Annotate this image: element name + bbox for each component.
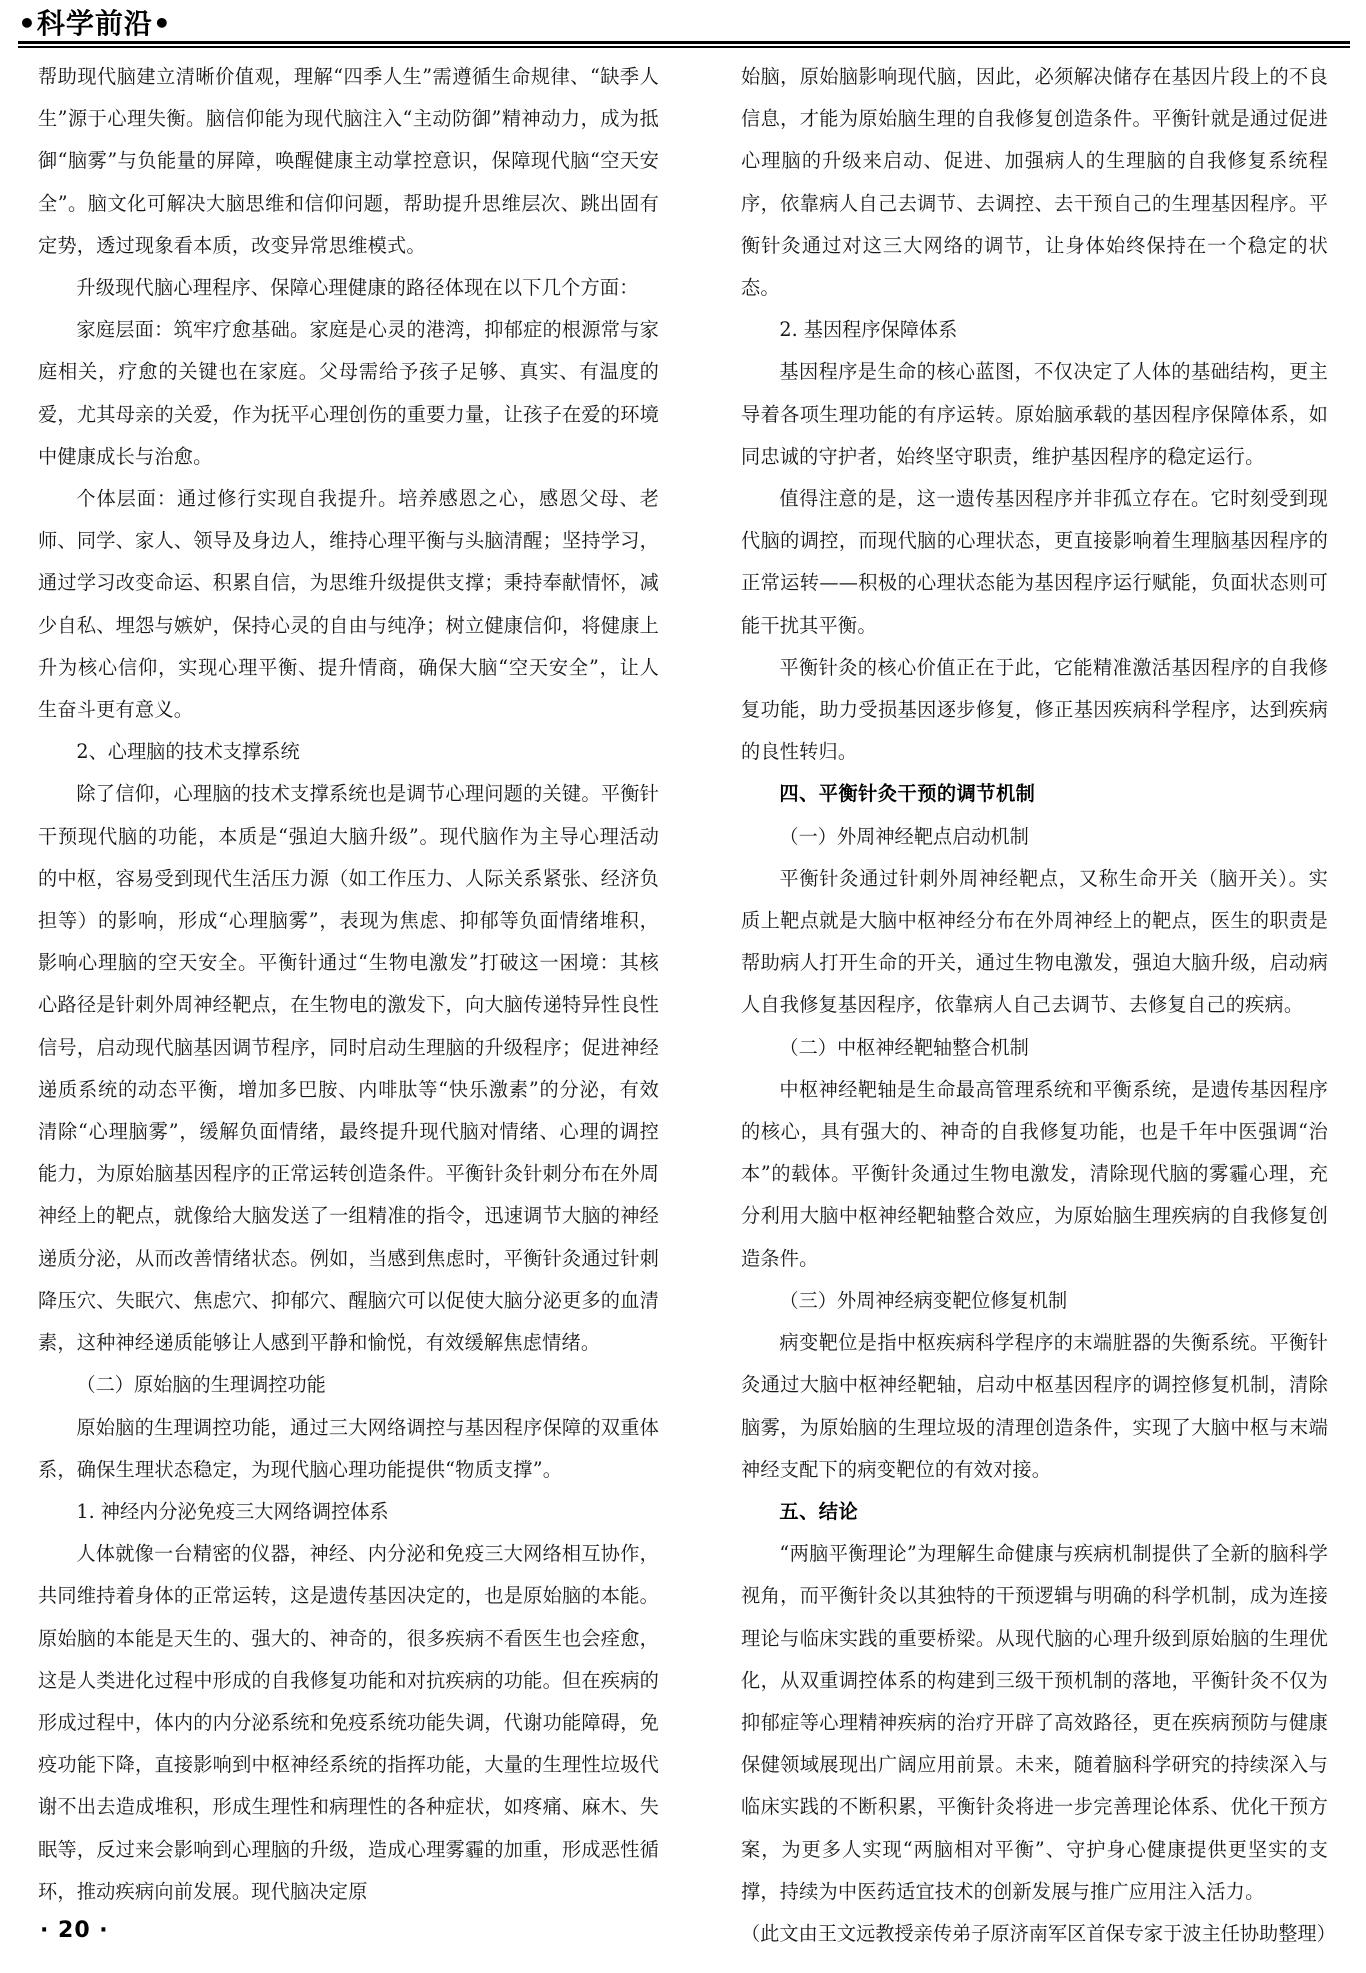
- section-heading: 四、平衡针灸干预的调节机制: [779, 782, 1036, 806]
- paragraph: 原始脑的生理调控功能，通过三大网络调控与基因程序保障的双重体系，确保生理状态稳定，为现代脑心理功能提供“物质支撑”。: [38, 1415, 659, 1481]
- paragraph: 平衡针灸通过针刺外周神经靶点，又称生命开关（脑开关）。实质上靶点就是大脑中枢神经分布在外周神经上的靶点，医生的职责是帮助病人打开生命的开关，通过生物电激发，强迫大脑升级，启动病人自我修复基因程序，依靠病人自己去调节、去修复自己的疾病。: [741, 866, 1328, 1017]
- section-heading: 五、结论: [779, 1499, 859, 1523]
- page-footer: [40, 1913, 340, 1947]
- paragraph: 值得注意的是，这一遗传基因程序并非孤立存在。它时刻受到现代脑的调控，而现代脑的心理状态，更直接影响着生理脑基因程序的正常运转——积极的心理状态能为基因程序运行赋能，负面状态则可能干扰其平衡。: [741, 487, 1328, 637]
- paragraph: 病变靶位是指中枢疾病科学程序的末端脏器的失衡系统。平衡针灸通过大脑中枢神经靶轴，启动中枢基因程序的调控修复机制，清除脑雾，为原始脑的生理垃圾的清理创造条件，实现了大脑中枢与末端神经支配下的病变靶位的有效对接。: [741, 1331, 1328, 1481]
- subheading: 2、心理脑的技术支撑系统: [76, 740, 300, 764]
- attribution-note: （此文由王文远教授亲传弟子原济南军区首保专家于波主任协助整理）: [741, 1921, 1336, 1945]
- rule-thin: [18, 46, 1350, 48]
- paragraph-continued: 始脑，原始脑影响现代脑，因此，必须解决储存在基因片段上的不良信息，才能为原始脑生理的自我修复创造条件。平衡针就是通过促进心理脑的升级来启动、促进、加强病人的生理脑的自我修复系统程序，依靠病人自己去调节、去调控、去干预自己的生理基因程序。平衡针灸通过对这三大网络的调节，让身体始终保持在一个稳定的状态。: [741, 65, 1328, 300]
- paragraph: “两脑平衡理论”为理解生命健康与疾病机制提供了全新的脑科学视角，而平衡针灸以其独特的干预逻辑与明确的科学机制，成为连接理论与临床实践的重要桥梁。从现代脑的心理升级到原始脑的生理优化，从双重调控体系的构建到三级干预机制的落地，平衡针灸不仅为抑郁症等心理精神疾病的治疗开辟了高效路径，更在疾病预防与健康保健领域展现出广阔应用前景。未来，随着脑科学研究的持续深入与临床实践的不断积累，平衡针灸将进一步完善理论体系、优化干预方案，为更多人实现“两脑相对平衡”、守护身心健康提供更坚实的支撑，持续为中医药适宜技术的创新发展与推广应用注入活力。: [741, 1542, 1328, 1903]
- subheading: （二）原始脑的生理调控功能: [76, 1373, 326, 1397]
- paragraph: 除了信仰，心理脑的技术支撑系统也是调节心理问题的关键。平衡针干预现代脑的功能，本质是“强迫大脑升级”。现代脑作为主导心理活动的中枢，容易受到现代生活压力源（如工作压力、人际关系紧张、经济负担等）的影响，形成“心理脑雾”，表现为焦虑、抑郁等负面情绪堆积，影响心理脑的空天安全。平衡针通过“生物电激发”打破这一困境：其核心路径是针刺外周神经靶点，在生物电的激发下，向大脑传递特异性良性信号，启动现代脑基因调节程序，同时启动生理脑的升级程序；促进神经递质系统的动态平衡，增加多巴胺、内啡肽等“快乐激素”的分泌，有效清除“心理脑雾”，缓解负面情绪，最终提升现代脑对情绪、心理的调控能力，为原始脑基因程序的正常运转创造条件。平衡针灸针刺分布在外周神经上的靶点，就像给大脑发送了一组精准的指令，迅速调节大脑的神经递质分泌，从而改善情绪状态。例如，当感到焦虑时，平衡针灸通过针刺降压穴、失眠穴、焦虑穴、抑郁穴、醒脑穴可以促使大脑分泌更多的血清素，这种神经递质能够让人感到平静和愉悦，有效缓解焦虑情绪。: [38, 782, 659, 1355]
- subheading: （一）外周神经靶点启动机制: [779, 824, 1029, 848]
- paragraph-continued: 帮助现代脑建立清晰价值观，理解“四季人生”需遵循生命规律、“缺季人生”源于心理失衡。脑信仰能为现代脑注入“主动防御”精神动力，成为抵御“脑雾”与负能量的屏障，唤醒健康主动掌控意识，保障现代脑“空天安全”。脑文化可解决大脑思维和信仰问题，帮助提升思维层次、跳出固有定势，透过现象看本质，改变异常思维模式。: [38, 65, 659, 257]
- subheading: 2. 基因程序保障体系: [779, 318, 958, 342]
- right-column: [683, 56, 1366, 1945]
- paragraph: 中枢神经靶轴是生命最高管理系统和平衡系统，是遗传基因程序的核心，具有强大的、神奇的自我修复功能，也是千年中医强调“治本”的载体。平衡针灸通过生物电激发，清除现代脑的雾霾心理，充分利用大脑中枢神经靶轴整合效应，为原始脑生理疾病的自我修复创造条件。: [741, 1077, 1328, 1270]
- running-header-title: •科学前沿•: [18, 7, 172, 40]
- paragraph: 平衡针灸的核心价值正在于此，它能精准激活基因程序的自我修复功能，助力受损基因逐步修复，修正基因疾病科学程序，达到疾病的良性转归。: [741, 655, 1328, 764]
- paragraph: 家庭层面：筑牢疗愈基础。家庭是心灵的港湾，抑郁症的根源常与家庭相关，疗愈的关键也在家庭。父母需给予孩子足够、真实、有温度的爱，尤其母亲的关爱，作为抚平心理创伤的重要力量，让孩子在爱的环境中健康成长与治愈。: [38, 318, 659, 468]
- subheading: （二）中枢神经靶轴整合机制: [779, 1035, 1029, 1059]
- page-number: · 20 ·: [40, 1917, 109, 1943]
- left-column: [0, 56, 683, 1903]
- header-double-rule: [18, 41, 1350, 48]
- subheading: 1. 神经内分泌免疫三大网络调控体系: [76, 1499, 389, 1523]
- paragraph: 基因程序是生命的核心蓝图，不仅决定了人体的基础结构，更主导着各项生理功能的有序运转。原始脑承载的基因程序保障体系，如同忠诚的守护者，始终坚守职责，维护基因程序的稳定运行。: [741, 360, 1328, 468]
- paragraph: 个体层面：通过修行实现自我提升。培养感恩之心，感恩父母、老师、同学、家人、领导及身边人，维持心理平衡与头脑清醒；坚持学习，通过学习改变命运、积累自信，为思维升级提供支撑；秉持奉献情怀，减少自私、埋怨与嫉妒，保持心灵的自由与纯净；树立健康信仰，将健康上升为核心信仰，实现心理平衡、提升情商，确保大脑“空天安全”，让人生奋斗更有意义。: [38, 487, 659, 722]
- subheading: （三）外周神经病变靶位修复机制: [779, 1288, 1068, 1312]
- paragraph: 人体就像一台精密的仪器，神经、内分泌和免疫三大网络相互协作，共同维持着身体的正常运转，这是遗传基因决定的，也是原始脑的本能。原始脑的本能是天生的、强大的、神奇的，很多疾病不看医生也会痊愈，这是人类进化过程中形成的自我修复功能和对抗疾病的功能。但在疾病的形成过程中，体内的内分泌系统和免疫系统功能失调，代谢功能障碍，免疫功能下降，直接影响到中枢神经系统的指挥功能，大量的生理性垃圾代谢不出去造成堆积，形成生理性和病理性的各种症状，如疼痛、麻木、失眠等，反过来会影响到心理脑的升级，造成心理雾霾的加重，形成恶性循环，推动疾病向前发展。现代脑决定原: [38, 1542, 659, 1903]
- paragraph: 升级现代脑心理程序、保障心理健康的路径体现在以下几个方面：: [76, 276, 639, 300]
